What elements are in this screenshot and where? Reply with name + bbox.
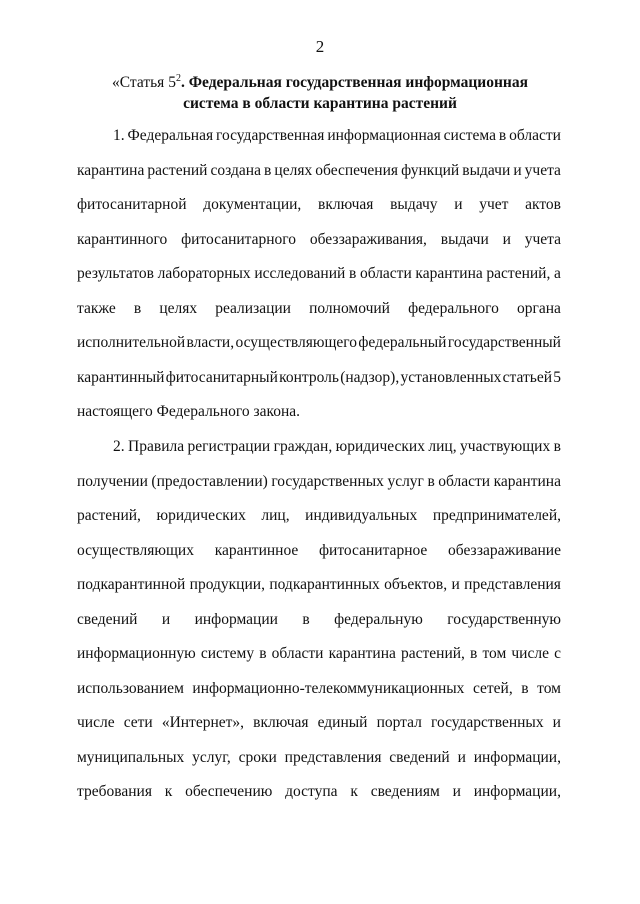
text-line [77, 230, 561, 250]
word: растений, [77, 507, 141, 524]
word: требования [77, 783, 152, 800]
word: систему [200, 645, 255, 662]
word: в [264, 161, 272, 179]
text-line [77, 195, 561, 215]
word: сети [123, 714, 153, 731]
word: области [271, 645, 324, 662]
word: осуществляющих [77, 541, 194, 559]
word: к [164, 783, 173, 800]
word: учет [479, 196, 509, 213]
word: граждан, [273, 438, 333, 455]
word: сведений [389, 748, 450, 766]
word: и [454, 196, 463, 213]
word: в [348, 265, 357, 282]
word: включая [318, 196, 374, 213]
word: получении [77, 472, 148, 490]
word: в [553, 438, 561, 455]
word: функций [401, 161, 460, 179]
text-line [77, 782, 561, 802]
word: фитосанитарное [319, 541, 428, 559]
word: подкарантинных [269, 576, 380, 593]
text-line [77, 506, 561, 526]
word: федеральную [334, 610, 423, 628]
page-number: 2 [315, 37, 325, 56]
word: доступа [285, 783, 338, 800]
word: карантина [77, 161, 145, 179]
word: информации, [473, 748, 561, 766]
word: единый [317, 714, 368, 731]
word: (надзор), [340, 368, 400, 386]
word: «Интернет», [161, 714, 245, 731]
word: власти, [186, 334, 235, 351]
word: лиц, [428, 438, 457, 455]
word: обеззараживание [448, 541, 561, 559]
word: целях [159, 299, 198, 317]
word: и [451, 576, 460, 593]
word: выдачу [390, 196, 438, 213]
word: информационно-телекоммуникационных [192, 679, 465, 697]
word: в [470, 645, 478, 662]
word: использованием [77, 679, 184, 697]
article-superscript: 2 [175, 72, 181, 84]
word: карантинное [214, 541, 299, 559]
word: лабораторных [157, 265, 251, 282]
word: выдачи [440, 230, 489, 248]
word: услуг, [192, 748, 231, 766]
word: информационная [327, 127, 441, 144]
word: и [513, 161, 522, 179]
text-line [113, 126, 561, 146]
word: информационную [77, 645, 196, 662]
text-line [77, 264, 561, 284]
word: юридических [156, 507, 246, 524]
word: сроки [238, 748, 277, 766]
word: исследований [254, 265, 346, 282]
word: карантина [328, 645, 396, 662]
text-line [77, 333, 561, 353]
text-line [113, 437, 561, 457]
word: также [77, 299, 116, 317]
word: в [133, 299, 142, 317]
word: учета [524, 161, 561, 179]
word: в [498, 127, 507, 144]
word: федеральный [358, 334, 447, 351]
word: (предоставлении) [151, 472, 268, 490]
article-heading [80, 72, 560, 114]
text-line [77, 299, 561, 319]
word: области [509, 127, 561, 144]
word: регистрации [187, 438, 271, 455]
word: том [482, 645, 507, 662]
word: сетей, [472, 679, 513, 697]
word: целях [274, 161, 313, 179]
word: исполнительной [77, 334, 186, 351]
word: представления [464, 576, 561, 593]
word: в [427, 472, 435, 490]
word: области [438, 472, 491, 490]
word: выдачи [462, 161, 511, 179]
word: продукции, [189, 576, 265, 593]
word: результатов [77, 265, 154, 282]
word: государственных [430, 714, 544, 731]
word: сведений [77, 610, 138, 628]
word: представления [284, 748, 382, 766]
word: области [359, 265, 412, 282]
text-line [77, 610, 561, 630]
word: а [554, 265, 561, 282]
word: документации, [203, 196, 302, 213]
word: государственная [216, 127, 325, 144]
word: муниципальных [77, 748, 185, 766]
word: портал [376, 714, 422, 731]
text-line [77, 748, 561, 768]
article-title-line-1: Федеральная государственная информационная [188, 74, 528, 91]
word: обеззараживания, [309, 230, 427, 248]
word: в [259, 645, 267, 662]
word: фитосанитарный [165, 368, 278, 386]
article-title-line-2: система в области карантина растений [183, 95, 457, 112]
word: сведениям [370, 783, 440, 800]
word: информации, [473, 783, 561, 800]
word: настоящего Федерального закона. [77, 403, 301, 420]
word: растений, [486, 265, 551, 282]
word: карантинного [77, 230, 168, 248]
word: юридических [335, 438, 425, 455]
word: и [502, 230, 511, 248]
word: установленных [400, 368, 502, 386]
word: и [457, 748, 466, 766]
word: включая [253, 714, 309, 731]
text-line [77, 472, 561, 492]
word: растений, [401, 645, 465, 662]
word: осуществляющего [235, 334, 357, 351]
word: том [537, 679, 561, 697]
word: обеспечения [315, 161, 399, 179]
text-line [77, 679, 561, 699]
word: актов [525, 196, 561, 213]
word: в [521, 679, 529, 697]
word: создана [210, 161, 261, 179]
word: фитосанитарной [77, 196, 187, 213]
word: числе [77, 714, 115, 731]
word: контроль [279, 368, 339, 386]
word: Федеральная [127, 127, 214, 144]
word: 1. [113, 127, 125, 144]
word: 5 [553, 368, 561, 386]
text-line [77, 402, 561, 422]
word: участвующих [460, 438, 551, 455]
word: и [552, 714, 561, 731]
word: государственных [271, 472, 384, 490]
word: с [554, 645, 561, 662]
word: услуг [387, 472, 424, 490]
article-number: «Статья 5 [112, 74, 176, 91]
word: органа [517, 299, 561, 317]
word: и [452, 783, 461, 800]
word: федерального [408, 299, 499, 317]
article-dot: . [180, 74, 189, 91]
word: растений [147, 161, 208, 179]
word: реализации [215, 299, 291, 317]
word: полномочий [309, 299, 390, 317]
word: карантина [415, 265, 483, 282]
word: числе [511, 645, 549, 662]
word: государственный [447, 334, 561, 351]
word: карантина [493, 472, 561, 490]
word: лиц, [261, 507, 290, 524]
word: и [161, 610, 171, 628]
word: обеспечению [185, 783, 273, 800]
word: карантинный [77, 368, 165, 386]
text-line [77, 368, 561, 388]
word: информации [194, 610, 278, 628]
word: фитосанитарного [181, 230, 297, 248]
text-line [77, 161, 561, 181]
word: государственную [447, 610, 561, 628]
word: объектов, [384, 576, 448, 593]
text-line [77, 713, 561, 733]
word: к [350, 783, 358, 800]
text-line [77, 644, 561, 664]
word: в [302, 610, 310, 628]
word: учета [524, 230, 561, 248]
word: 2. [113, 438, 125, 455]
word: статьей [502, 368, 553, 386]
text-line [77, 541, 561, 561]
word: Правила [128, 438, 185, 455]
word: система [443, 127, 496, 144]
word: подкарантинной [77, 576, 186, 593]
text-line [77, 575, 561, 595]
word: индивидуальных [305, 507, 418, 524]
word: предпринимателей, [432, 507, 561, 524]
